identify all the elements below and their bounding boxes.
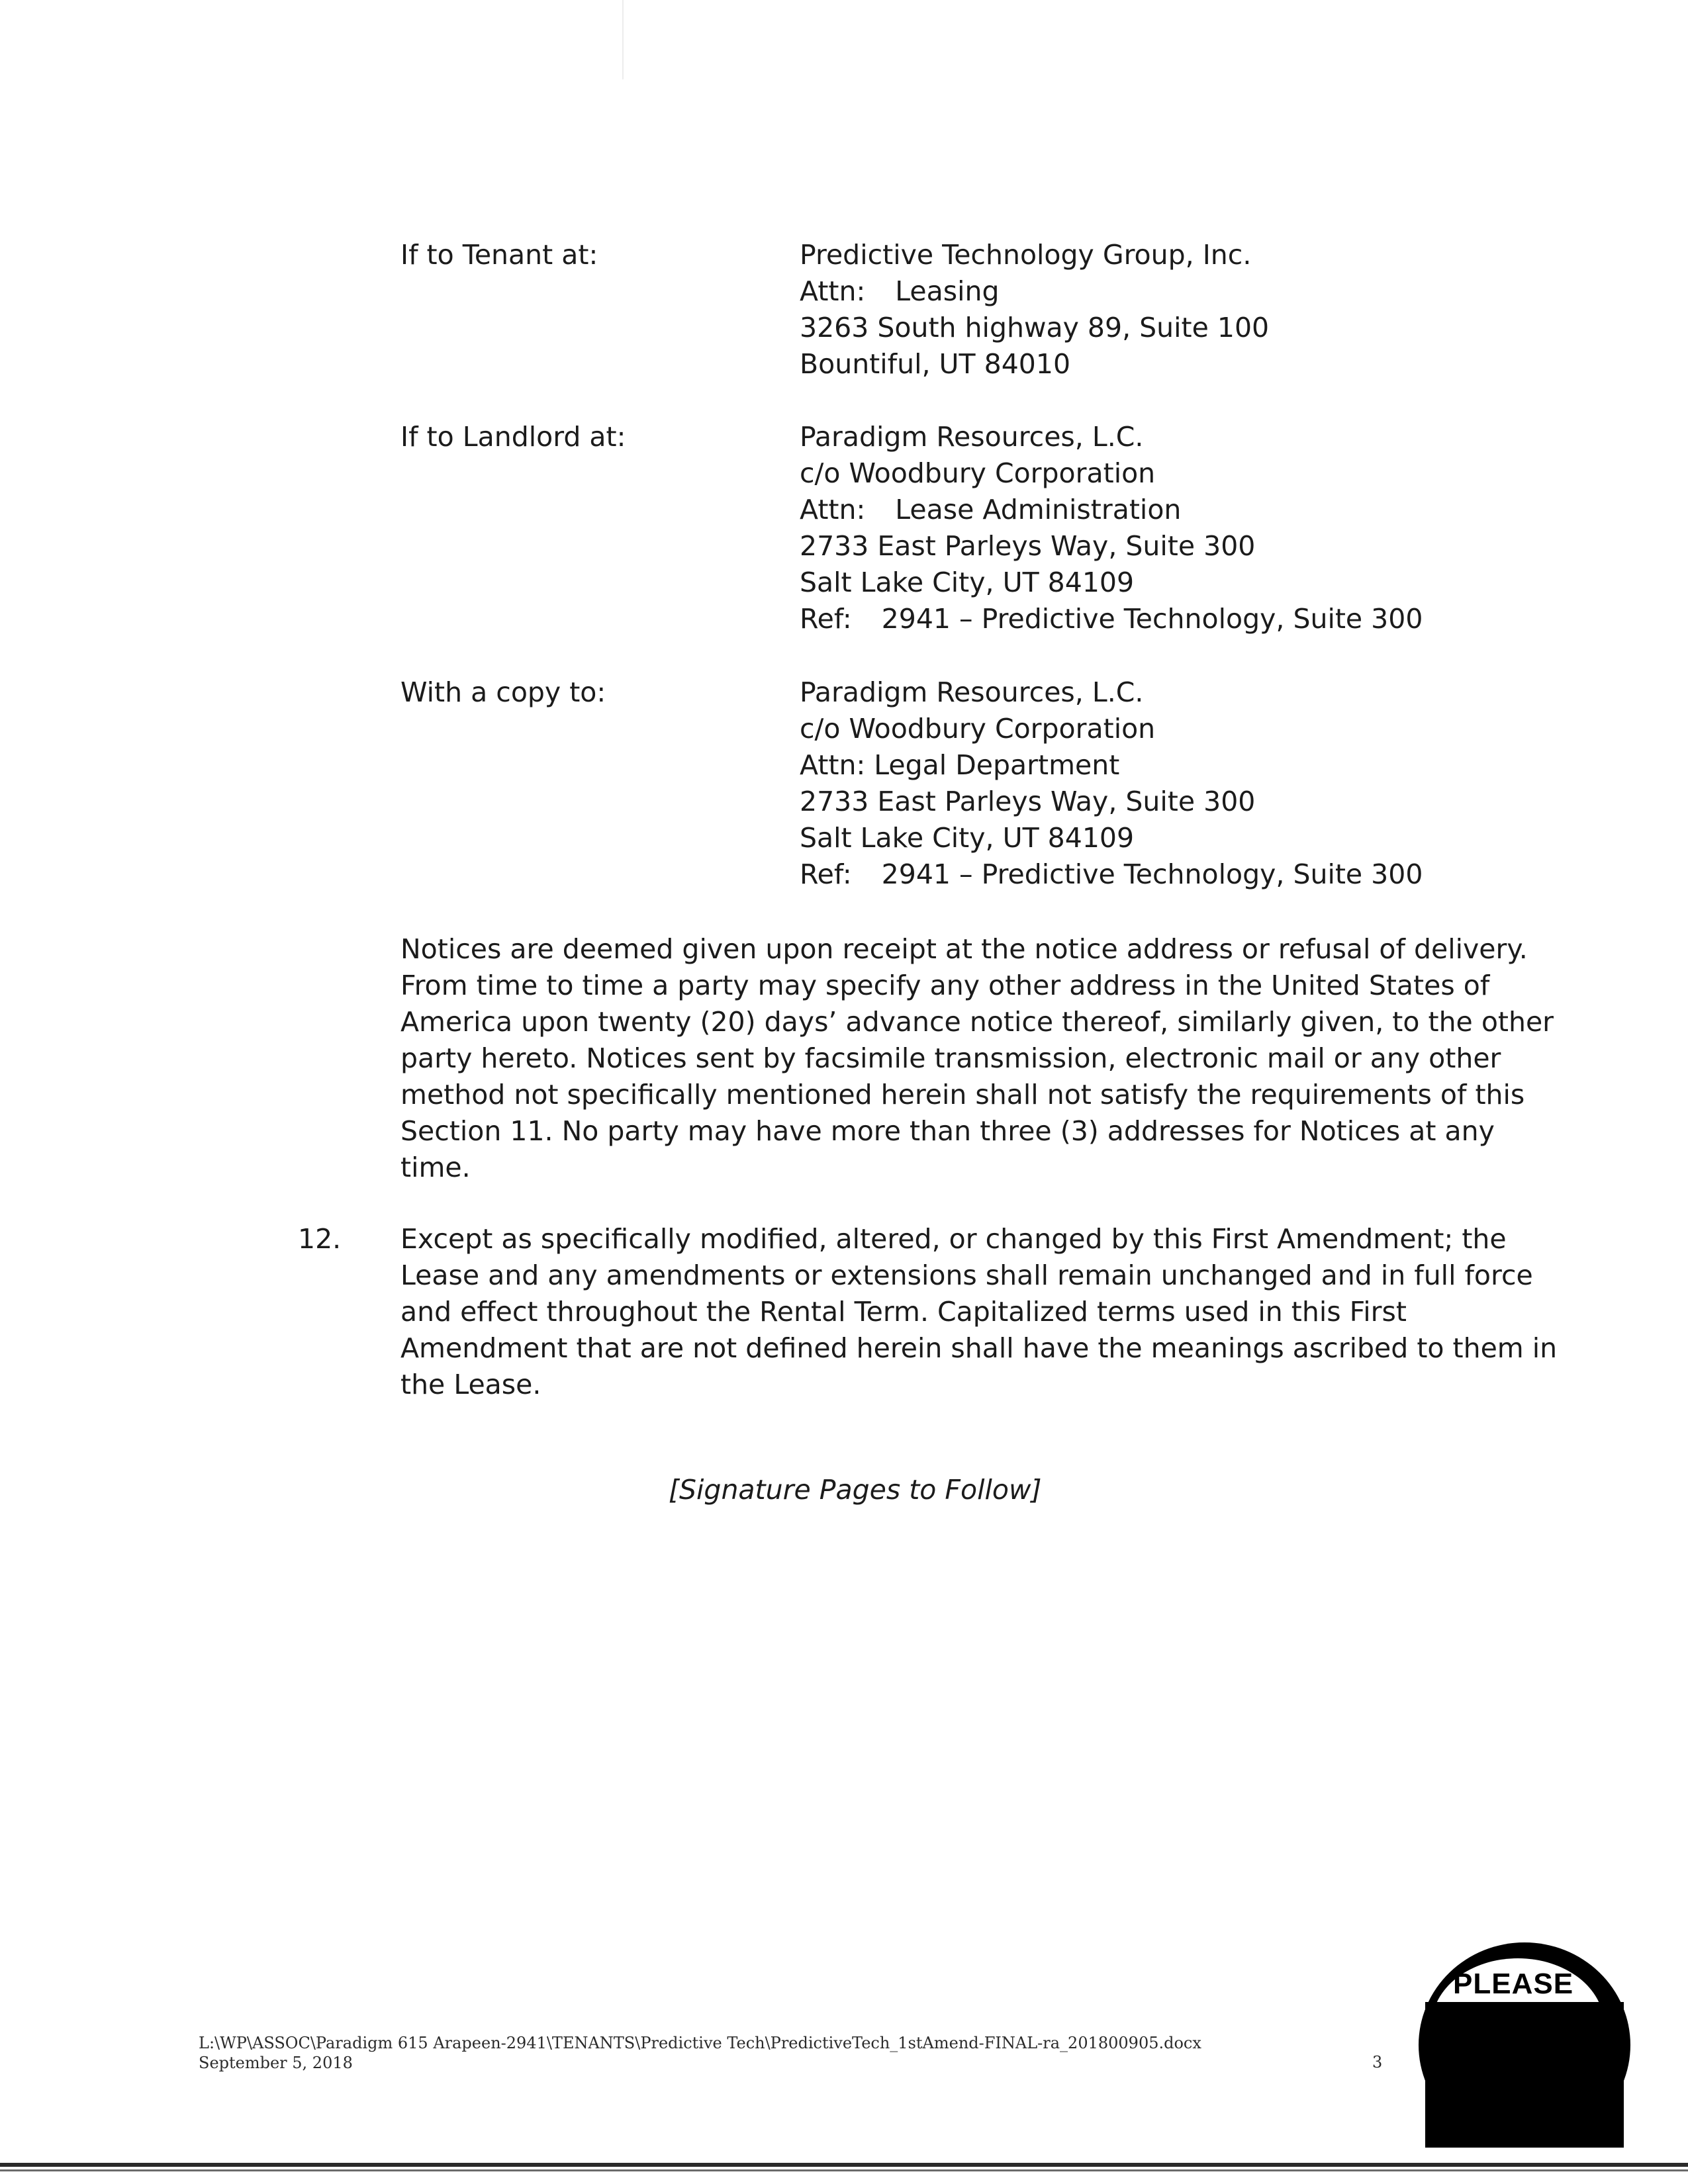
footer-date: September 5, 2018 bbox=[199, 2054, 353, 2072]
paragraph-line: Except as specifically modified, altered, or changed by this First Amendment; the bbox=[400, 1223, 1507, 1255]
paragraph-line: Section 11. No party may have more than three (3) addresses for Notices at any bbox=[400, 1115, 1495, 1147]
scan-artifact-line bbox=[622, 0, 624, 79]
paragraph-line: time. bbox=[400, 1152, 471, 1183]
paragraph-line: America upon twenty (20) days’ advance notice thereof, similarly given, to the other bbox=[400, 1006, 1554, 1038]
paragraph-line: From time to time a party may specify any other address in the United States of bbox=[400, 970, 1490, 1001]
address-line: c/o Woodbury Corporation bbox=[800, 457, 1156, 489]
address-line: c/o Woodbury Corporation bbox=[800, 713, 1156, 745]
section-12-paragraph bbox=[400, 1221, 1557, 1403]
address-line: Salt Lake City, UT 84109 bbox=[800, 822, 1135, 854]
notice-address bbox=[800, 419, 1423, 637]
document-footer bbox=[199, 2033, 1390, 2073]
scan-bottom-edge-shadow bbox=[0, 2169, 1688, 2171]
address-line: Predictive Technology Group, Inc. bbox=[800, 239, 1252, 271]
address-line: 3263 South highway 89, Suite 100 bbox=[800, 312, 1270, 343]
notice-label: With a copy to: bbox=[400, 676, 606, 708]
section-number: 12. bbox=[298, 1223, 342, 1255]
address-line: 2733 East Parleys Way, Suite 300 bbox=[800, 786, 1256, 817]
notice-label: If to Tenant at: bbox=[400, 239, 598, 271]
paragraph-line: Lease and any amendments or extensions shall remain unchanged and in full force bbox=[400, 1259, 1533, 1291]
paragraph-line: and effect throughout the Rental Term. Capitalized terms used in this First bbox=[400, 1296, 1407, 1328]
address-line: Attn: Leasing bbox=[800, 275, 1000, 307]
paragraph-line: party hereto. Notices sent by facsimile transmission, electronic mail or any other bbox=[400, 1042, 1501, 1074]
address-line: Salt Lake City, UT 84109 bbox=[800, 567, 1135, 598]
paragraph-line: the Lease. bbox=[400, 1369, 541, 1400]
signature-pages-note: [Signature Pages to Follow] bbox=[669, 1474, 1042, 1506]
address-line: Bountiful, UT 84010 bbox=[800, 348, 1071, 380]
address-line: Attn: Lease Administration bbox=[800, 494, 1182, 525]
paragraph-line: Notices are deemed given upon receipt at the notice address or refusal of delivery. bbox=[400, 933, 1528, 965]
address-line: Paradigm Resources, L.C. bbox=[800, 421, 1144, 453]
address-line: Ref: 2941 – Predictive Technology, Suite 300 bbox=[800, 603, 1423, 635]
footer-file-path: L:\WP\ASSOC\Paradigm 615 Arapeen-2941\TENANTS\Predictive Tech\PredictiveTech_1stAmend-FINAL-ra_201800905.docx bbox=[199, 2034, 1201, 2052]
address-line: Paradigm Resources, L.C. bbox=[800, 676, 1144, 708]
stamp-text: PLEASE bbox=[1453, 1968, 1574, 2000]
notice-address bbox=[800, 674, 1423, 893]
address-line: Attn: Legal Department bbox=[800, 749, 1120, 781]
paragraph-line: Amendment that are not defined herein shall have the meanings ascribed to them in bbox=[400, 1332, 1558, 1364]
notice-address bbox=[800, 237, 1269, 383]
address-line: 2733 East Parleys Way, Suite 300 bbox=[800, 530, 1256, 562]
scan-bottom-edge bbox=[0, 2163, 1688, 2167]
redaction-block bbox=[1425, 2002, 1624, 2148]
notice-label: If to Landlord at: bbox=[400, 421, 626, 453]
page-number: 3 bbox=[1372, 2053, 1383, 2071]
notices-paragraph bbox=[400, 931, 1554, 1186]
paragraph-line: method not specifically mentioned herein shall not satisfy the requirements of this bbox=[400, 1079, 1525, 1111]
please-stamp bbox=[1419, 1942, 1630, 2154]
address-line: Ref: 2941 – Predictive Technology, Suite 300 bbox=[800, 858, 1423, 890]
